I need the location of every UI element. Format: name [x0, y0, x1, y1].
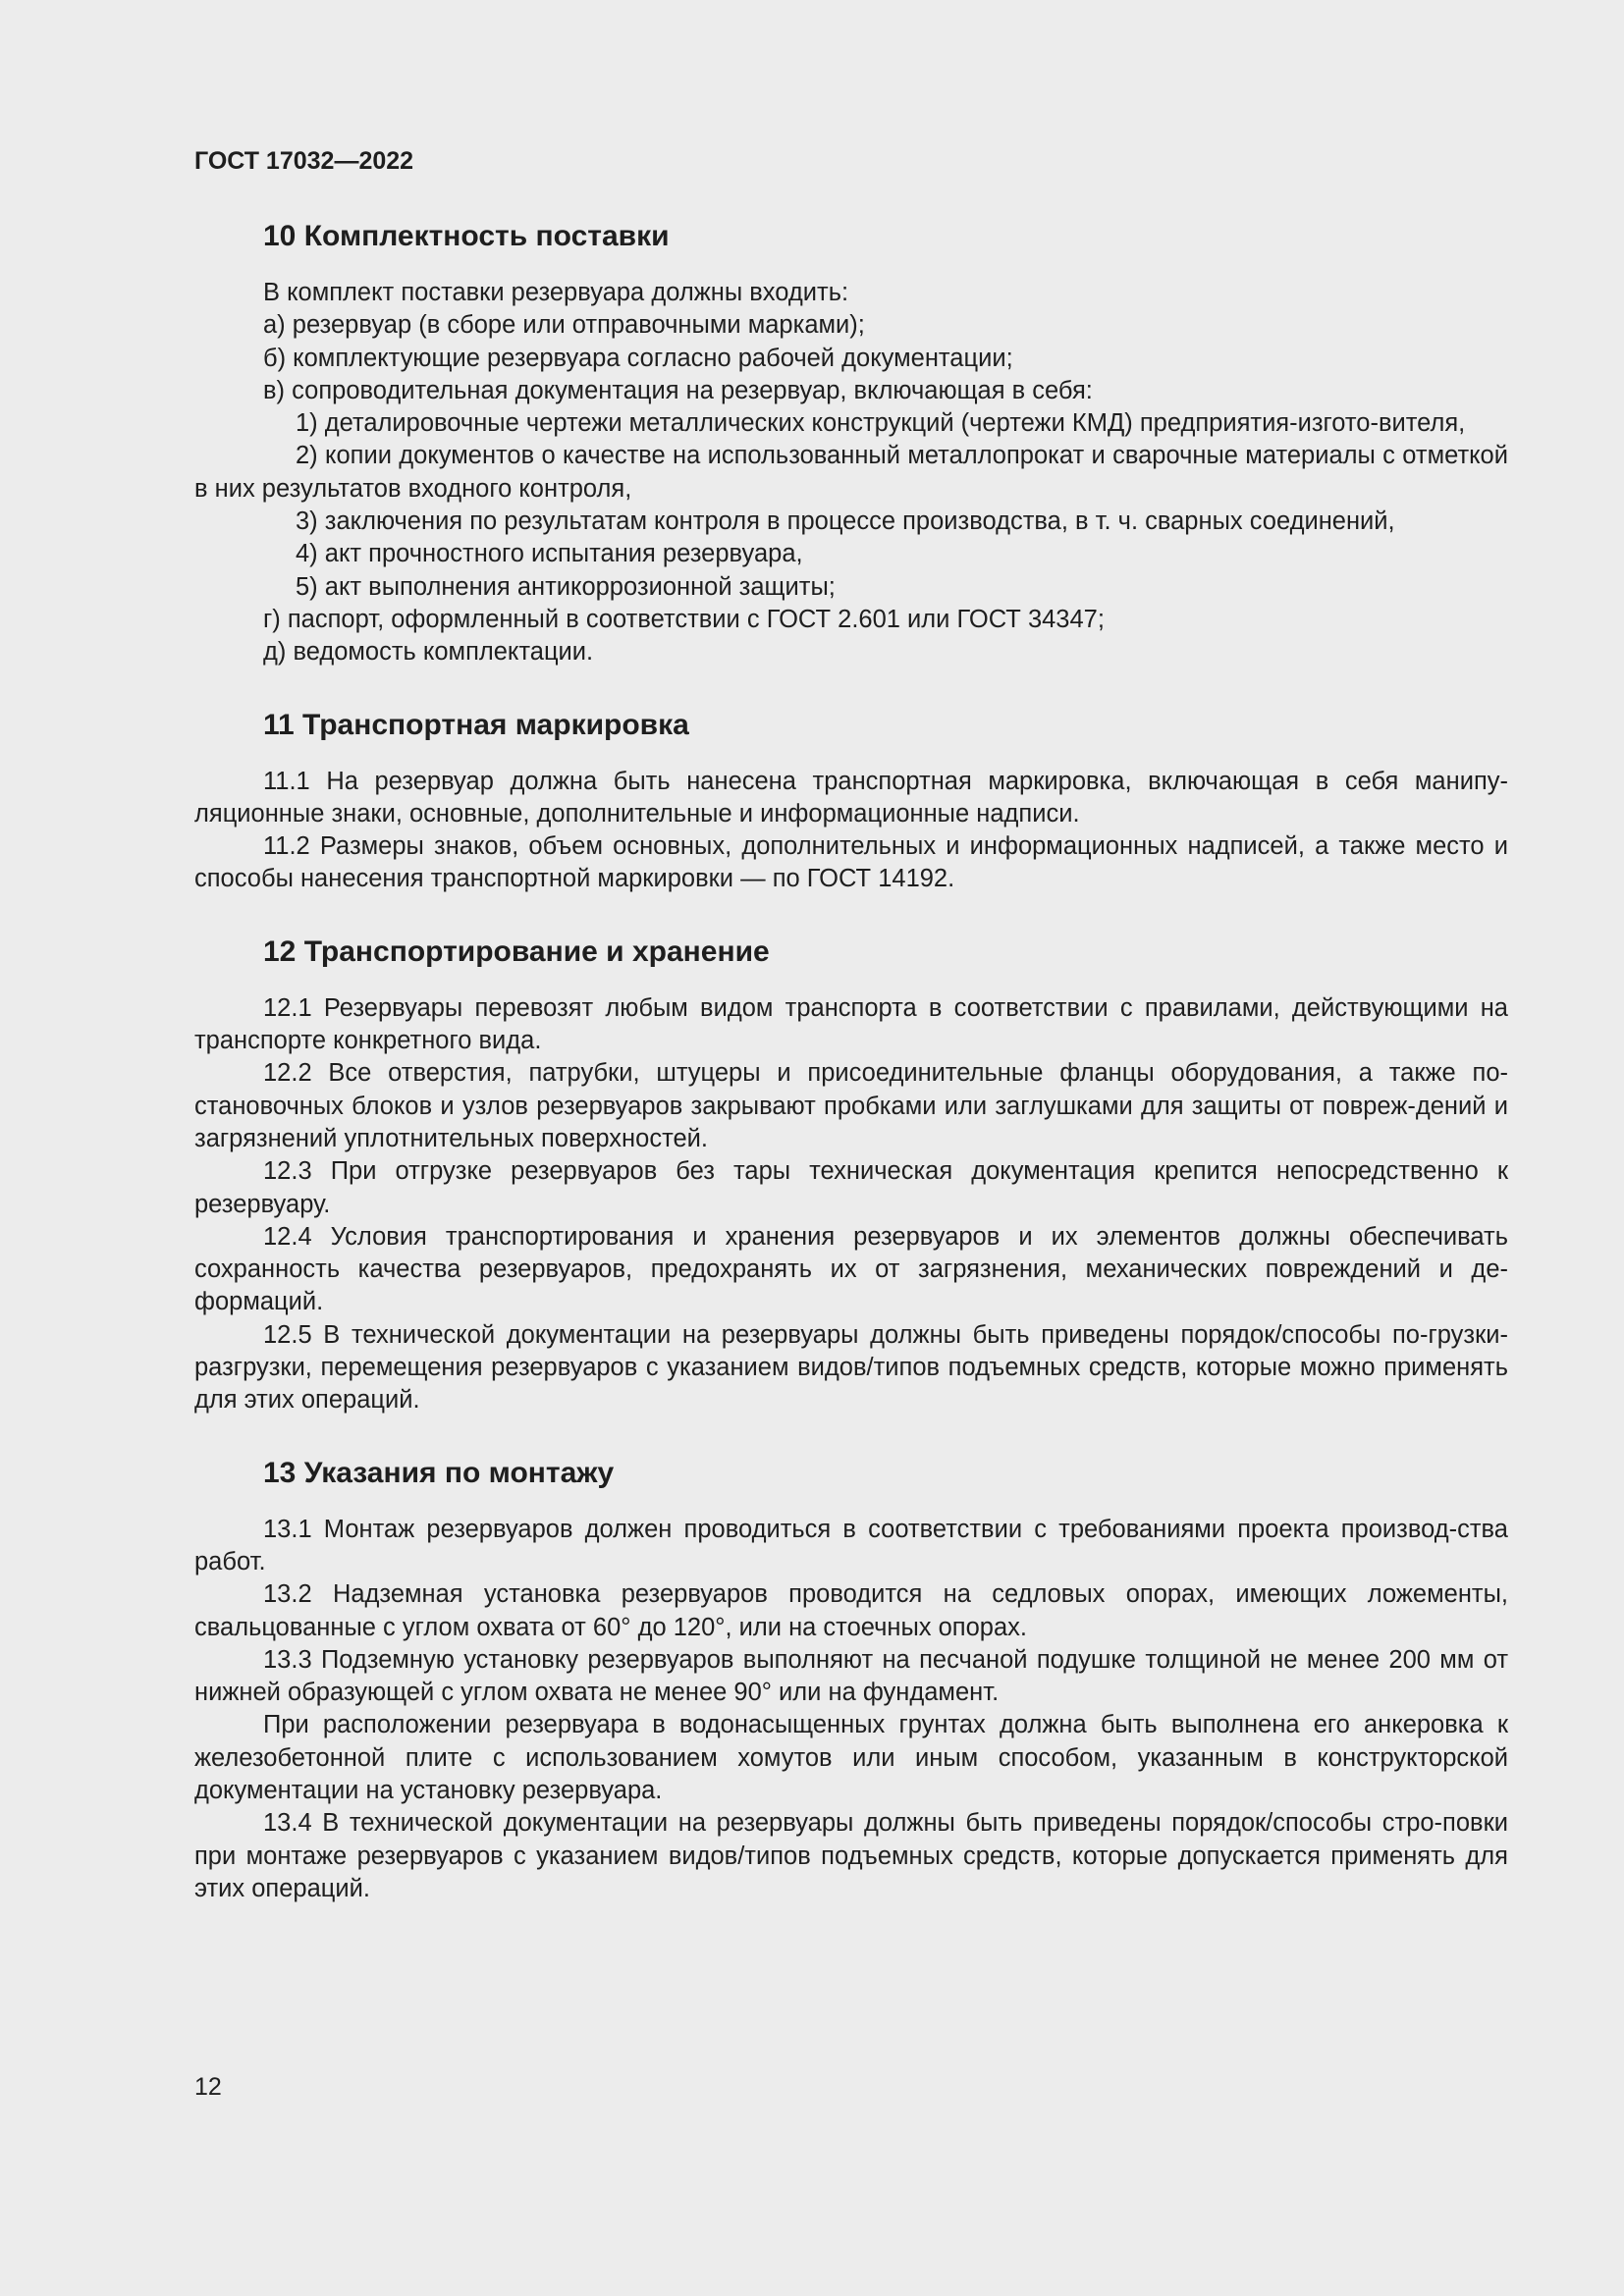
section-13	[194, 1455, 1508, 1906]
paragraph: 13.4 В технической документации на резервуары должны быть приведены порядок/способы стро-повки при монтаже резервуаров с указанием видов/типов подъемных средств, которые допускается применять для этих операций.	[194, 1809, 1508, 1902]
sub-list-item: 1) деталировочные чертежи металлических конструкций (чертежи КМД) предприятия-изгото-вителя,	[296, 409, 1466, 438]
list-item: в) сопроводительная документация на резервуар, включающая в себя:	[263, 376, 1093, 404]
paragraph: 13.3 Подземную установку резервуаров выполняют на песчаной подушке толщиной не менее 200 мм от нижней образующей с углом охвата не менее 90° или на фундамент.	[194, 1645, 1508, 1707]
paragraph: 12.3 При отгрузке резервуаров без тары техническая документация крепится непосредственно к резервуару.	[194, 1157, 1508, 1218]
paragraph: 11.2 Размеры знаков, объем основных, дополнительных и информационных надписей, а также место и способы нанесения транспортной маркировки — по ГОСТ 14192.	[194, 832, 1508, 893]
paragraph: 13.1 Монтаж резервуаров должен проводиться в соответствии с требованиями проекта производ-ства работ.	[194, 1515, 1508, 1575]
document-id: ГОСТ 17032—2022	[194, 147, 414, 175]
section-title: 13 Указания по монтажу	[263, 1456, 615, 1489]
sub-list-item: 5) акт выполнения антикоррозионной защиты;	[296, 572, 836, 601]
paragraph: 12.4 Условия транспортирования и хранения резервуаров и их элементов должны обеспечивать сохранность качества резервуаров, предохранять их от загрязнения, механических повреждений и де-формаций.	[194, 1222, 1508, 1316]
section-12	[194, 934, 1508, 1417]
paragraph: В комплект поставки резервуара должны входить:	[263, 279, 849, 306]
page-number: 12	[194, 2073, 222, 2101]
list-item: д) ведомость комплектации.	[263, 638, 594, 667]
section-title: 11 Транспортная маркировка	[263, 708, 689, 741]
section-11	[194, 707, 1508, 896]
paragraph: 12.5 В технической документации на резервуары должны быть приведены порядок/способы по-грузки-разгрузки, перемещения резервуаров с указанием видов/типов подъемных средств, которые можно применять для этих операций.	[194, 1320, 1508, 1415]
paragraph: 12.2 Все отверстия, патрубки, штуцеры и присоединительные фланцы оборудования, а также по-становочных блоков и узлов резервуаров закрывают пробками или заглушками для защиты от повреж-дений и загрязнений уплотнительных поверхностей.	[194, 1059, 1508, 1152]
list-item: а) резервуар (в сборе или отправочными марками);	[263, 311, 865, 340]
sub-list-item: 3) заключения по результатам контроля в процессе производства, в т. ч. сварных соединений,	[296, 507, 1395, 536]
sub-list-item: 2) копии документов о качестве на использованный металлопрокат и сварочные материалы с отметкой в них результатов входного контроля,	[194, 442, 1508, 503]
section-title: 12 Транспортирование и хранение	[263, 934, 770, 968]
sub-list-item: 4) акт прочностного испытания резервуара,	[296, 540, 803, 568]
paragraph: При расположении резервуара в водонасыщенных грунтах должна быть выполнена его анкеровка к железобетонной плите с использованием хомутов или иным способом, указанным в конструкторской документации на установку резервуара.	[194, 1711, 1508, 1804]
page-content	[194, 145, 1508, 1905]
section-title: 10 Комплектность поставки	[263, 220, 670, 252]
paragraph: 13.2 Надземная установка резервуаров проводится на седловых опорах, имеющих ложементы, свальцованные с углом охвата от 60° до 120°, или на стоечных опорах.	[194, 1580, 1508, 1641]
list-item: г) паспорт, оформленный в соответствии с ГОСТ 2.601 или ГОСТ 34347;	[263, 605, 1105, 633]
paragraph: 11.1 На резервуар должна быть нанесена транспортная маркировка, включающая в себя манипу-ляционные знаки, основные, дополнительные и информационные надписи.	[194, 767, 1508, 828]
list-item: б) комплектующие резервуара согласно рабочей документации;	[263, 344, 1013, 372]
section-10	[194, 218, 1508, 669]
paragraph: 12.1 Резервуары перевозят любым видом транспорта в соответствии с правилами, действующими на транспорте конкретного вида.	[194, 993, 1508, 1055]
